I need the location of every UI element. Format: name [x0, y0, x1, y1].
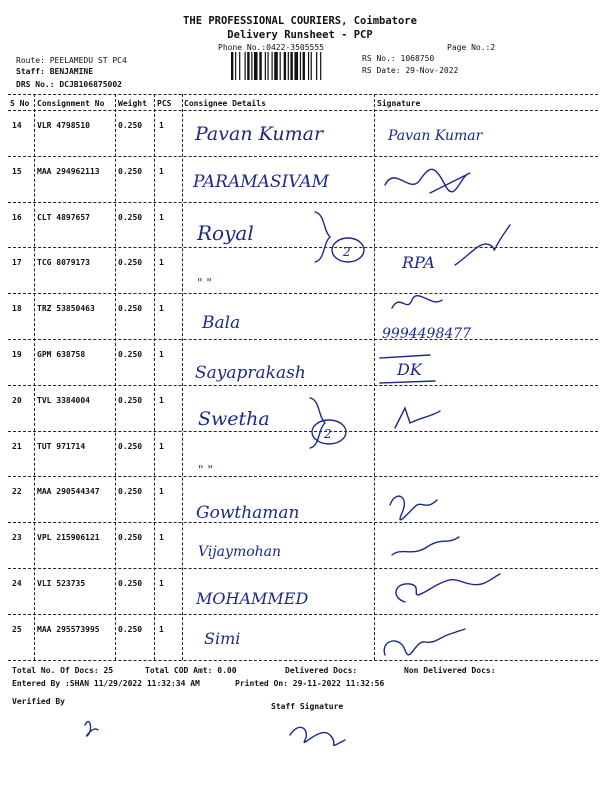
cell-sno: 22 — [12, 487, 22, 497]
delivered-docs: Delivered Docs: — [285, 666, 358, 675]
cell-weight: 0.250 — [118, 350, 143, 359]
col-consignee: Consignee Details — [184, 99, 266, 108]
signature-hand-17: RPA — [402, 253, 435, 272]
staff-signature-scribble — [290, 727, 345, 745]
cell-sno: 18 — [12, 304, 22, 314]
consignee-hand-21: " " — [198, 463, 213, 477]
signature-scribble-17 — [455, 225, 510, 265]
consignee-hand-19: Sayaprakash — [195, 363, 306, 383]
cell-weight: 0.250 — [118, 258, 143, 268]
cell-weight: 0.250 — [118, 121, 143, 130]
cell-pcs: 1 — [159, 395, 164, 405]
cell-pcs: 1 — [159, 212, 164, 222]
cell-consignment: GPM 638758 — [37, 350, 86, 359]
cell-weight: 0.250 — [118, 487, 143, 497]
cell-consignment: CLT 4897657 — [37, 212, 90, 222]
cell-pcs: 1 — [159, 258, 164, 268]
consignee-hand-23: Vijaymohan — [198, 544, 282, 560]
total-docs: Total No. Of Docs: 25 — [12, 666, 114, 675]
col-pcs: PCS — [157, 99, 172, 108]
courier-company-title: THE PROFESSIONAL COURIERS, Coimbatore — [183, 15, 417, 27]
cell-pcs: 1 — [159, 624, 164, 634]
verified-by-scribble — [85, 722, 98, 736]
signature-hand-18: 9994498477 — [382, 326, 472, 342]
consignee-hand-25: Simi — [204, 629, 241, 648]
cell-weight: 0.250 — [118, 624, 143, 634]
cell-pcs: 1 — [159, 304, 164, 314]
consignee-hand-17: " " — [197, 276, 212, 290]
drs-number: DRS No.: DCJB106875002 — [16, 80, 122, 89]
consignee-hand-14: Pavan Kumar — [195, 123, 324, 145]
cell-consignment: TVL 3384004 — [37, 395, 90, 405]
cell-sno: 17 — [12, 258, 22, 268]
phone-number: Phone No.:0422-3505555 — [218, 43, 324, 52]
cell-sno: 20 — [12, 395, 22, 405]
cell-pcs: 1 — [159, 533, 164, 543]
cell-consignment: VPL 215906121 — [37, 533, 100, 543]
signature-scribble-15 — [385, 169, 470, 193]
consignee-hand-20: Swetha — [198, 408, 270, 430]
verified-by: Verified By — [12, 697, 65, 706]
cell-consignment: VLI 523735 — [37, 579, 86, 588]
signature-scribble-23 — [392, 537, 459, 555]
cell-weight: 0.250 — [118, 304, 143, 314]
signature-scribble-18 — [392, 296, 442, 308]
table-bottom-rule — [8, 660, 598, 661]
cell-weight: 0.250 — [118, 579, 143, 588]
signature-scribble-25 — [384, 629, 465, 655]
cell-sno: 21 — [12, 441, 22, 451]
cell-weight: 0.250 — [118, 533, 143, 543]
cell-sno: 25 — [12, 624, 22, 634]
entered-by: Entered By :SHAN 11/29/2022 11:32:34 AM — [12, 679, 200, 688]
cell-pcs: 1 — [159, 350, 164, 359]
printed-on: Printed On: 29-11-2022 11:32:56 — [235, 679, 385, 688]
consignee-hand-18: Bala — [202, 313, 241, 333]
col-signature: Signature — [377, 99, 421, 108]
brace-16-17 — [315, 212, 330, 262]
consignee-hand-24: MOHAMMED — [196, 589, 309, 608]
signature-hand-19: DK — [397, 360, 422, 379]
col-weight: Weight — [118, 99, 147, 108]
total-cod: Total COD Amt: 0.00 — [145, 666, 237, 675]
cell-pcs: 1 — [159, 441, 164, 451]
cell-sno: 24 — [12, 579, 22, 588]
cell-weight: 0.250 — [118, 441, 143, 451]
staff-label: Staff: BENJAMINE — [16, 67, 94, 76]
cell-pcs: 1 — [159, 579, 164, 588]
cell-sno: 14 — [12, 121, 22, 130]
staff-signature-label: Staff Signature — [271, 702, 344, 711]
cell-weight: 0.250 — [118, 166, 143, 176]
cell-pcs: 1 — [159, 166, 164, 176]
cell-sno: 19 — [12, 350, 22, 359]
consignee-hand-16: Royal — [197, 221, 254, 245]
non-delivered-docs: Non Delivered Docs: — [404, 666, 496, 675]
signature-scribble-20 — [395, 408, 440, 428]
cell-consignment: MAA 290544347 — [37, 487, 100, 497]
cell-consignment: MAA 294962113 — [37, 166, 100, 176]
signature-hand-14: Pavan Kumar — [388, 128, 483, 144]
signature-scribble-22 — [390, 496, 437, 520]
cell-pcs: 1 — [159, 121, 164, 130]
runsheet-subtitle: Delivery Runsheet - PCP — [227, 29, 373, 41]
cell-consignment: VLR 4798510 — [37, 121, 90, 130]
page-number: Page No.:2 — [447, 43, 496, 52]
circled-count-20-21: 2 — [324, 427, 332, 441]
route-label: Route: PEELAMEDU ST PC4 — [16, 56, 127, 65]
cell-consignment: TCG 8079173 — [37, 258, 90, 268]
rs-date: RS Date: 29-Nov-2022 — [362, 66, 459, 75]
cell-sno: 16 — [12, 212, 22, 222]
col-sno: S No — [10, 99, 30, 108]
rs-number: RS No.: 1068750 — [362, 54, 435, 63]
signature-scribble-24 — [396, 574, 500, 602]
cell-sno: 23 — [12, 533, 22, 543]
cell-sno: 15 — [12, 166, 22, 176]
circled-count-16-17: 2 — [343, 245, 351, 259]
consignee-hand-22: Gowthaman — [196, 503, 300, 523]
cell-weight: 0.250 — [118, 212, 143, 222]
cell-consignment: TUT 971714 — [37, 441, 86, 451]
cell-weight: 0.250 — [118, 395, 143, 405]
col-consignment: Consignment No — [37, 99, 105, 108]
cell-consignment: MAA 295573995 — [37, 624, 100, 634]
consignee-hand-15: PARAMASIVAM — [193, 172, 330, 192]
cell-pcs: 1 — [159, 487, 164, 497]
cell-consignment: TRZ 53850463 — [37, 304, 95, 314]
